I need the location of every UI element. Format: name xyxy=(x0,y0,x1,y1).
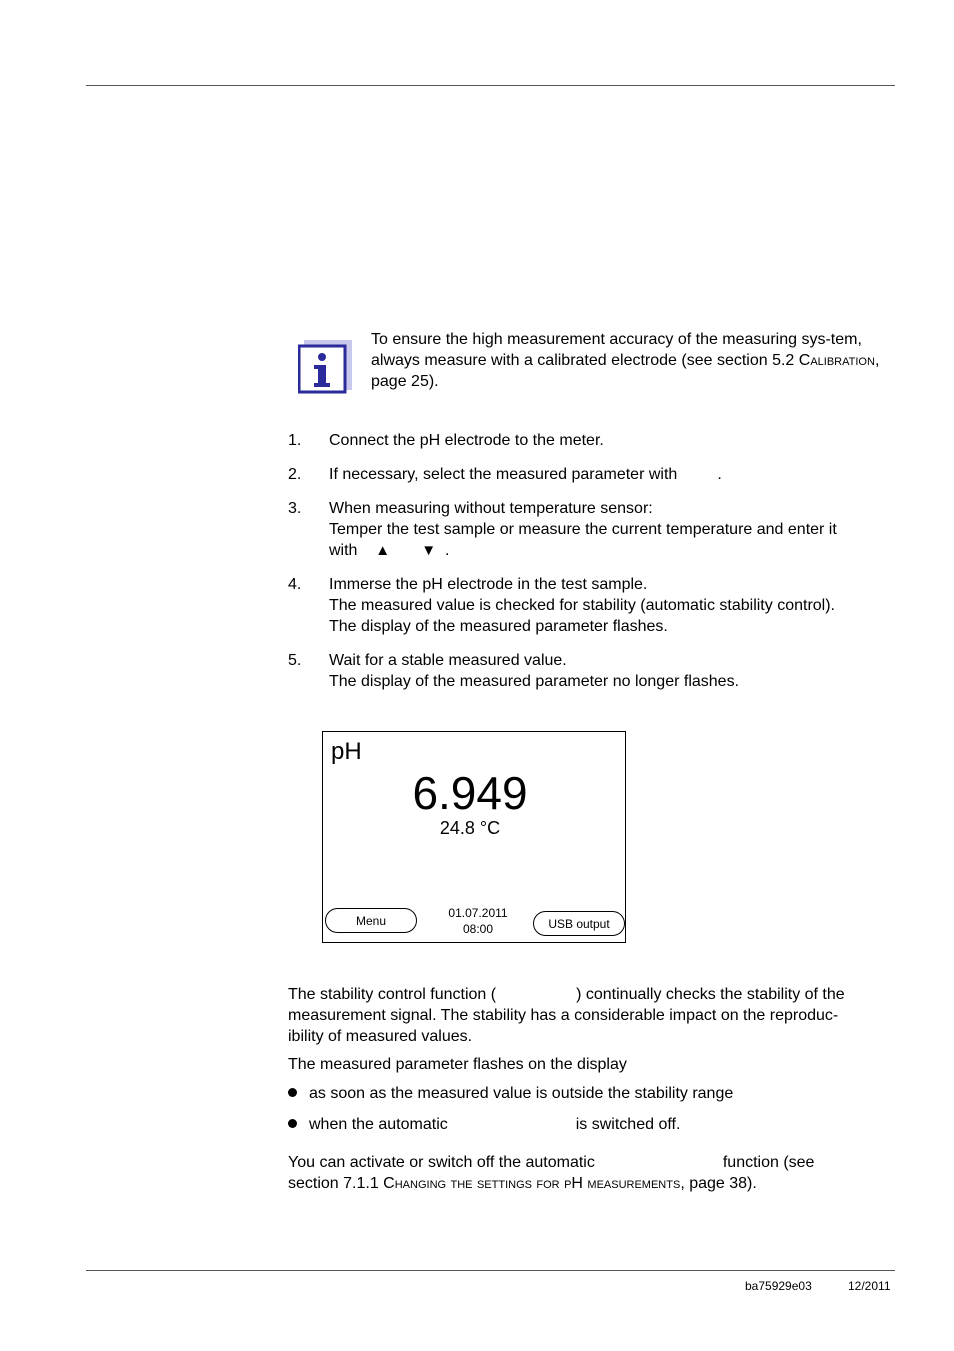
meter-display xyxy=(322,731,626,943)
text: measurement signal. The stability has a considerable impact on the reproduc- xyxy=(288,1007,839,1024)
bullet-icon xyxy=(288,1119,297,1128)
step-text: with xyxy=(329,542,358,559)
step-text: Connect the pH electrode to the meter. xyxy=(329,432,604,449)
bullet-text-end: is switched off. xyxy=(575,1116,681,1133)
step-text: Immerse the pH electrode in the test sample. xyxy=(329,576,648,593)
text: You can activate or switch off the automatic xyxy=(288,1154,595,1171)
note-reference: Calibration xyxy=(798,352,875,369)
note-text-part1: To ensure the high measurement accuracy of the measuring sys-tem, always measure with a calibrated electrode (see section 5.2 xyxy=(371,331,862,369)
usb-output-button[interactable]: USB output xyxy=(533,911,625,936)
time: 08:00 xyxy=(462,922,494,936)
bullet-item xyxy=(288,1114,680,1135)
temperature-value: 24.8 °C xyxy=(439,818,501,838)
calibration-note xyxy=(371,329,891,392)
date-time xyxy=(433,905,523,937)
step-text: Wait for a stable measured value. xyxy=(329,652,567,669)
step-number: 3. xyxy=(288,500,302,517)
step-text: The measured value is checked for stability (automatic stability control). xyxy=(329,597,835,614)
step-3 xyxy=(288,498,898,561)
step-2 xyxy=(288,464,898,485)
flash-paragraph: The measured parameter flashes on the display xyxy=(288,1056,627,1073)
note-text-part2: , page 25). xyxy=(371,352,880,390)
footer-doc-id: ba75929e03 xyxy=(745,1279,812,1293)
step-number: 5. xyxy=(288,652,302,669)
text: , page 38). xyxy=(680,1175,757,1192)
measured-value: 6.949 xyxy=(412,767,528,819)
menu-button[interactable]: Menu xyxy=(325,908,417,933)
step-text: If necessary, select the measured parameter with xyxy=(329,466,678,483)
stability-paragraph xyxy=(288,984,898,1047)
step-number: 2. xyxy=(288,466,302,483)
footer-date: 12/2011 xyxy=(848,1279,891,1293)
step-text: When measuring without temperature sensor: xyxy=(329,500,653,517)
bullet-icon xyxy=(288,1088,297,1097)
step-5 xyxy=(288,650,898,692)
step-text: The display of the measured parameter no longer flashes. xyxy=(329,673,740,690)
section-reference: Changing the settings for pH measurements xyxy=(383,1175,681,1192)
arrow-down-icon: ▼ xyxy=(421,542,437,559)
procedure-steps xyxy=(288,430,898,705)
arrow-up-icon: ▲ xyxy=(375,542,391,559)
info-icon xyxy=(298,338,352,394)
bullet-item xyxy=(288,1083,733,1104)
text: section 7.1.1 xyxy=(288,1175,384,1192)
bullet-text: as soon as the measured value is outside the stability range xyxy=(309,1085,734,1102)
footer-rule xyxy=(86,1270,895,1271)
step-text-end: . xyxy=(717,466,722,483)
text: function (see xyxy=(722,1154,815,1171)
step-text: Temper the test sample or measure the current temperature and enter it xyxy=(329,521,837,538)
step-text: The display of the measured parameter flashes. xyxy=(329,618,668,635)
bullet-text: when the automatic xyxy=(309,1116,448,1133)
text: ibility of measured values. xyxy=(288,1028,473,1045)
text: ) continually checks the stability of the xyxy=(576,986,845,1003)
step-text-end: . xyxy=(444,542,450,559)
step-1 xyxy=(288,430,898,451)
measured-parameter: pH xyxy=(331,738,362,765)
step-number: 1. xyxy=(288,432,302,449)
header-rule xyxy=(86,85,895,86)
date: 01.07.2011 xyxy=(448,906,508,920)
text: The stability control function ( xyxy=(288,986,497,1003)
settings-paragraph xyxy=(288,1152,898,1194)
step-4 xyxy=(288,574,898,637)
step-number: 4. xyxy=(288,576,302,593)
